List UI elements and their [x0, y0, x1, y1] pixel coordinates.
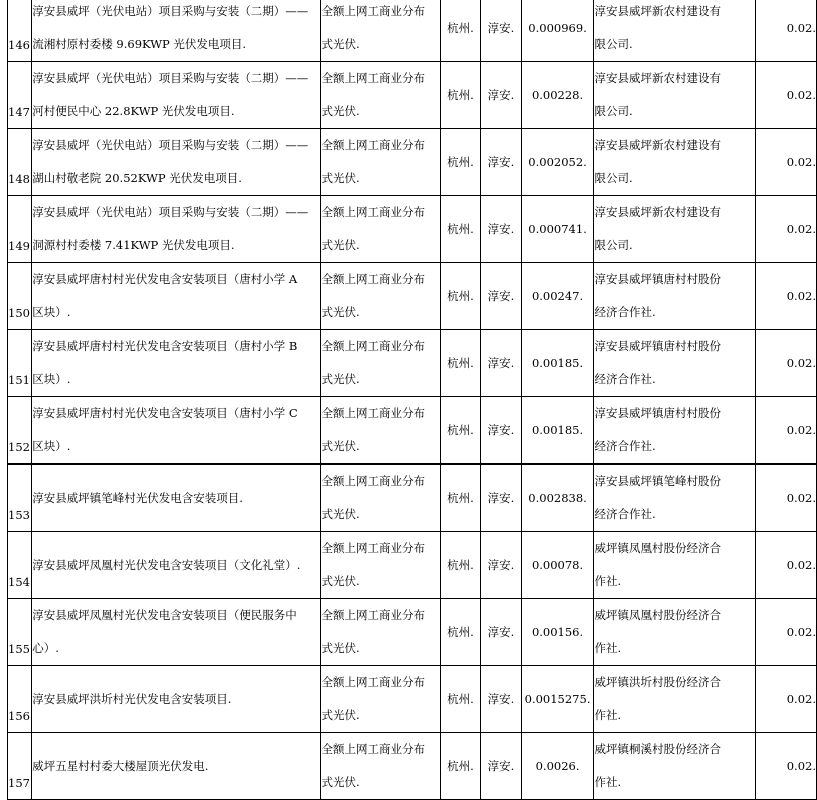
rate: 0.02.: [756, 263, 817, 330]
capacity: 0.000969.: [521, 0, 594, 62]
project-name-line: 河村便民中心 22.8KWP 光伏发电项目.: [32, 104, 235, 118]
project-name-line: 流湘村原村委楼 9.69KWP 光伏发电项目.: [32, 37, 247, 51]
project-name-line: 淳安县威坪唐村村光伏发电含安装项目（唐村小学 A: [32, 272, 298, 286]
row-number: 147: [8, 62, 32, 129]
row-number: 154: [8, 532, 32, 599]
owner: [594, 532, 756, 599]
project-type-line: 全额上网工商业分布: [321, 339, 425, 353]
rate: 0.02.: [756, 532, 817, 599]
county: 淳安.: [481, 0, 521, 62]
rate: 0.02.: [756, 330, 817, 397]
row-number: 150: [8, 263, 32, 330]
project-type-line: 全额上网工商业分布: [321, 205, 425, 219]
project-name-line: 区块）.: [32, 439, 71, 453]
county: 淳安.: [481, 62, 521, 129]
project-type-line: 全额上网工商业分布: [321, 474, 425, 488]
rate: 0.02.: [756, 196, 817, 263]
owner-line: 作社.: [594, 641, 622, 655]
project-type-line: 式光伏.: [321, 305, 360, 319]
row-number: 157: [8, 733, 32, 800]
owner-line: 限公司.: [594, 37, 633, 51]
project-name-line: 淳安县威坪唐村村光伏发电含安装项目（唐村小学 C: [32, 406, 298, 420]
city: 杭州.: [440, 532, 480, 599]
owner-line: 限公司.: [594, 171, 633, 185]
owner-line: 经济合作社.: [594, 305, 656, 319]
table-row: [8, 263, 817, 330]
owner: [594, 196, 756, 263]
owner-line: 作社.: [594, 708, 622, 722]
project-name-line: 淳安县威坪（光伏电站）项目采购与安装（二期）——: [32, 4, 309, 18]
county: 淳安.: [481, 733, 521, 800]
capacity: 0.000741.: [521, 196, 594, 263]
city: 杭州.: [440, 263, 480, 330]
project-name: [32, 532, 321, 599]
owner-line: 作社.: [594, 775, 622, 789]
county: 淳安.: [481, 599, 521, 666]
owner-line: 作社.: [594, 574, 622, 588]
project-name: [32, 263, 321, 330]
city: 杭州.: [440, 464, 480, 532]
project-type: [321, 62, 440, 129]
table-row: [8, 196, 817, 263]
project-name-line: 淳安县威坪（光伏电站）项目采购与安装（二期）——: [32, 205, 309, 219]
owner: [594, 263, 756, 330]
owner: [594, 464, 756, 532]
project-type: [321, 532, 440, 599]
project-name-line: 淳安县威坪唐村村光伏发电含安装项目（唐村小学 B: [32, 339, 298, 353]
capacity: 0.002052.: [521, 129, 594, 196]
project-type-line: 全额上网工商业分布: [321, 71, 425, 85]
project-type: [321, 464, 440, 532]
row-number: 155: [8, 599, 32, 666]
project-name-line: 淳安县威坪凤凰村光伏发电含安装项目（文化礼堂）.: [32, 557, 301, 572]
owner-line: 威坪镇凤凰村股份经济合: [594, 541, 721, 555]
project-type-line: 式光伏.: [321, 775, 360, 789]
table-row: [8, 129, 817, 196]
project-type: [321, 733, 440, 800]
project-type-line: 式光伏.: [321, 574, 360, 588]
city: 杭州.: [440, 666, 480, 733]
rate: 0.02.: [756, 0, 817, 62]
project-type: [321, 196, 440, 263]
capacity: 0.00185.: [521, 397, 594, 465]
project-type-line: 全额上网工商业分布: [321, 272, 425, 286]
project-name-line: 湖山村敬老院 20.52KWP 光伏发电项目.: [32, 171, 242, 185]
owner: [594, 599, 756, 666]
owner-line: 限公司.: [594, 238, 633, 252]
city: 杭州.: [440, 599, 480, 666]
capacity: 0.00156.: [521, 599, 594, 666]
owner-line: 威坪镇洪圻村股份经济合: [594, 675, 721, 689]
city: 杭州.: [440, 330, 480, 397]
owner-line: 淳安县威坪新农村建设有: [594, 71, 721, 85]
project-type: [321, 129, 440, 196]
row-number: 151: [8, 330, 32, 397]
owner-line: 淳安县威坪镇笔峰村股份: [594, 474, 721, 488]
table-row: [8, 599, 817, 666]
project-type-line: 式光伏.: [321, 171, 360, 185]
table-row: [8, 666, 817, 733]
owner-line: 威坪镇桐溪村股份经济合: [594, 742, 721, 756]
project-type-line: 式光伏.: [321, 507, 360, 521]
project-name-line: 淳安县威坪镇笔峰村光伏发电含安装项目.: [32, 490, 243, 505]
project-type-line: 全额上网工商业分布: [321, 4, 425, 18]
rate: 0.02.: [756, 129, 817, 196]
project-name: [32, 599, 321, 666]
project-type: [321, 599, 440, 666]
project-type: [321, 666, 440, 733]
table-row: [8, 0, 817, 62]
row-number: 146: [8, 0, 32, 62]
city: 杭州.: [440, 0, 480, 62]
city: 杭州.: [440, 129, 480, 196]
project-name-line: 淳安县威坪洪圻村光伏发电含安装项目.: [32, 691, 232, 706]
table-row: [8, 330, 817, 397]
table-row: [8, 464, 817, 532]
county: 淳安.: [481, 196, 521, 263]
owner-line: 淳安县威坪新农村建设有: [594, 138, 721, 152]
capacity: 0.00078.: [521, 532, 594, 599]
project-name-line: 区块）.: [32, 305, 71, 319]
owner-line: 经济合作社.: [594, 372, 656, 386]
owner: [594, 733, 756, 800]
row-number: 153: [8, 464, 32, 532]
project-name: [32, 330, 321, 397]
owner: [594, 330, 756, 397]
project-type-line: 全额上网工商业分布: [321, 406, 425, 420]
project-type-line: 式光伏.: [321, 641, 360, 655]
city: 杭州.: [440, 62, 480, 129]
project-name-line: 区块）.: [32, 372, 71, 386]
project-name: [32, 196, 321, 263]
rate: 0.02.: [756, 397, 817, 465]
project-type-line: 全额上网工商业分布: [321, 541, 425, 555]
table-body: [8, 0, 817, 800]
project-name-line: 洞源村村委楼 7.41KWP 光伏发电项目.: [32, 238, 235, 252]
project-type-line: 式光伏.: [321, 372, 360, 386]
capacity: 0.00228.: [521, 62, 594, 129]
project-table: [7, 0, 817, 800]
project-type: [321, 330, 440, 397]
rate: 0.02.: [756, 666, 817, 733]
table-row: [8, 532, 817, 599]
rate: 0.02.: [756, 62, 817, 129]
capacity: 0.0015275.: [521, 666, 594, 733]
row-number: 156: [8, 666, 32, 733]
capacity: 0.00185.: [521, 330, 594, 397]
project-name: [32, 62, 321, 129]
county: 淳安.: [481, 397, 521, 465]
project-type: [321, 397, 440, 465]
table-row: [8, 733, 817, 800]
project-type-line: 全额上网工商业分布: [321, 138, 425, 152]
project-type-line: 式光伏.: [321, 238, 360, 252]
city: 杭州.: [440, 733, 480, 800]
owner-line: 经济合作社.: [594, 439, 656, 453]
project-type: [321, 263, 440, 330]
owner-line: 淳安县威坪镇唐村村股份: [594, 339, 721, 353]
owner-line: 淳安县威坪镇唐村村股份: [594, 272, 721, 286]
project-type-line: 式光伏.: [321, 104, 360, 118]
row-number: 152: [8, 397, 32, 465]
project-name: [32, 733, 321, 800]
project-type-line: 式光伏.: [321, 708, 360, 722]
county: 淳安.: [481, 666, 521, 733]
project-name-line: 淳安县威坪凤凰村光伏发电含安装项目（便民服务中: [32, 608, 297, 622]
project-type: [321, 0, 440, 62]
owner-line: 限公司.: [594, 104, 633, 118]
county: 淳安.: [481, 330, 521, 397]
owner-line: 淳安县威坪新农村建设有: [594, 4, 721, 18]
owner-line: 威坪镇凤凰村股份经济合: [594, 608, 721, 622]
rate: 0.02.: [756, 464, 817, 532]
project-name: [32, 464, 321, 532]
project-type-line: 全额上网工商业分布: [321, 675, 425, 689]
owner: [594, 129, 756, 196]
capacity: 0.002838.: [521, 464, 594, 532]
capacity: 0.00247.: [521, 263, 594, 330]
rate: 0.02.: [756, 599, 817, 666]
owner-line: 经济合作社.: [594, 507, 656, 521]
rate: 0.02.: [756, 733, 817, 800]
project-type-line: 式光伏.: [321, 37, 360, 51]
capacity: 0.0026.: [521, 733, 594, 800]
row-number: 148: [8, 129, 32, 196]
county: 淳安.: [481, 532, 521, 599]
row-number: 149: [8, 196, 32, 263]
city: 杭州.: [440, 397, 480, 465]
project-name-line: 心）.: [32, 641, 59, 655]
project-name: [32, 0, 321, 62]
owner: [594, 62, 756, 129]
owner: [594, 0, 756, 62]
county: 淳安.: [481, 263, 521, 330]
city: 杭州.: [440, 196, 480, 263]
project-name: [32, 129, 321, 196]
owner: [594, 666, 756, 733]
project-type-line: 式光伏.: [321, 439, 360, 453]
table-row: [8, 62, 817, 129]
county: 淳安.: [481, 464, 521, 532]
owner: [594, 397, 756, 465]
project-name: [32, 397, 321, 465]
project-name-line: 淳安县威坪（光伏电站）项目采购与安装（二期）——: [32, 138, 309, 152]
project-type-line: 全额上网工商业分布: [321, 742, 425, 756]
county: 淳安.: [481, 129, 521, 196]
project-name: [32, 666, 321, 733]
project-type-line: 全额上网工商业分布: [321, 608, 425, 622]
project-name-line: 淳安县威坪（光伏电站）项目采购与安装（二期）——: [32, 71, 309, 85]
owner-line: 淳安县威坪镇唐村村股份: [594, 406, 721, 420]
table-row: [8, 397, 817, 465]
project-name-line: 威坪五星村村委大楼屋顶光伏发电.: [32, 758, 209, 773]
owner-line: 淳安县威坪新农村建设有: [594, 205, 721, 219]
